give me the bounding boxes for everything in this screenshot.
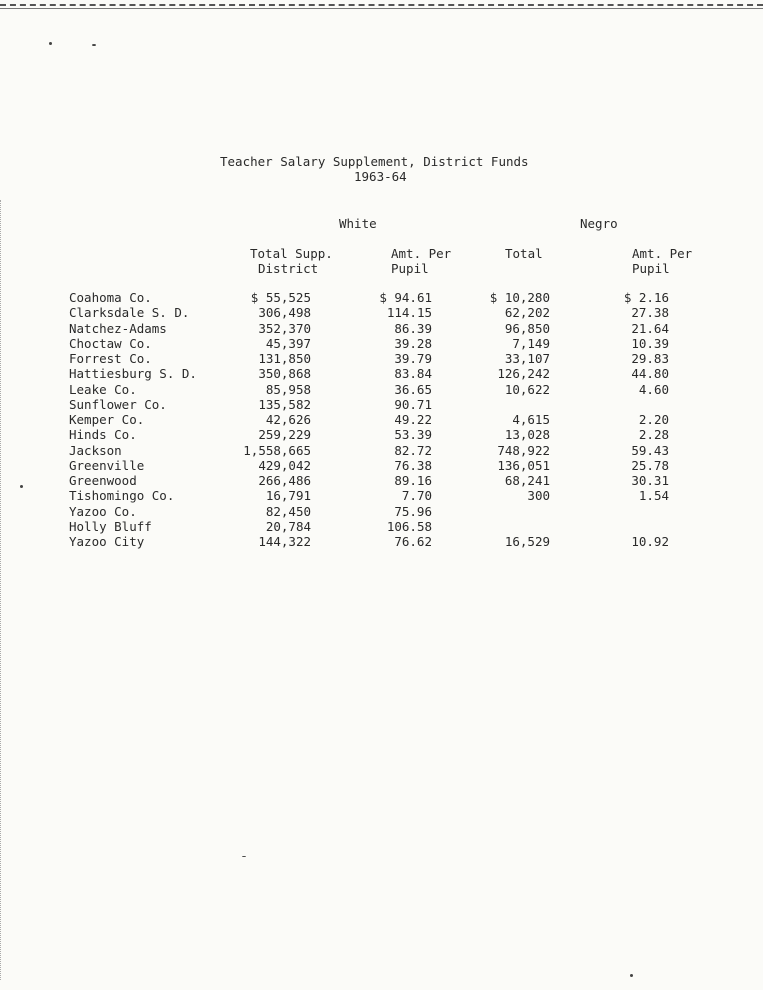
negro-amount-per-pupil: 21.64: [631, 320, 669, 336]
negro-total: 10,622: [504, 381, 550, 397]
white-amount-per-pupil: 86.39: [394, 320, 432, 336]
table-row: [0, 443, 763, 458]
col-header-negro-per-pupil: [632, 246, 692, 276]
negro-amount-per-pupil: 25.78: [631, 457, 669, 473]
speck: [630, 974, 633, 977]
negro-amount-per-pupil: 4.60: [638, 381, 669, 397]
col-header-negro-per-pupil-line2: Pupil: [632, 261, 670, 276]
title-line-1: Teacher Salary Supplement, District Funds: [220, 154, 529, 169]
white-amount-per-pupil: 53.39: [394, 427, 432, 443]
table-row: [0, 366, 763, 381]
district-name: Holly Bluff: [69, 518, 152, 534]
table-row: [0, 519, 763, 534]
district-name: Forrest Co.: [69, 351, 152, 366]
page-top-rule: [0, 8, 763, 9]
district-name: Clarksdale S. D.: [69, 305, 190, 321]
white-total-supplement: 352,370: [258, 320, 311, 336]
district-name: Yazoo City: [69, 534, 145, 549]
white-amount-per-pupil: 36.65: [394, 381, 432, 397]
district-name: Choctaw Co.: [69, 335, 152, 351]
district-name: Greenville: [69, 457, 145, 473]
salary-table-body: [0, 290, 763, 549]
white-total-supplement: 42,626: [265, 412, 311, 427]
district-name: Yazoo Co.: [69, 503, 137, 519]
district-name: Leake Co.: [69, 381, 137, 397]
white-total-supplement: 266,486: [258, 473, 311, 488]
group-header-negro: Negro: [580, 216, 618, 231]
table-row: [0, 290, 763, 305]
district-name: Coahoma Co.: [69, 290, 152, 305]
negro-amount-per-pupil: 30.31: [631, 473, 669, 488]
table-row: [0, 321, 763, 336]
white-amount-per-pupil: 114.15: [386, 305, 432, 321]
col-header-white-per-pupil: [391, 246, 451, 276]
white-total-supplement: 20,784: [265, 518, 311, 534]
negro-amount-per-pupil: 29.83: [631, 351, 669, 366]
table-row: [0, 504, 763, 519]
white-total-supplement: 144,322: [258, 534, 311, 549]
negro-amount-per-pupil: 2.20: [638, 412, 669, 427]
white-total-supplement: 135,582: [258, 396, 311, 412]
negro-amount-per-pupil: 10.39: [631, 335, 669, 351]
table-row: [0, 534, 763, 549]
negro-amount-per-pupil: 59.43: [631, 442, 669, 458]
negro-total: 68,241: [504, 473, 550, 488]
white-total-supplement: 82,450: [265, 503, 311, 519]
district-name: Natchez-Adams: [69, 320, 167, 336]
col-header-negro-total: [505, 246, 543, 261]
white-total-supplement: 85,958: [265, 381, 311, 397]
district-name: Hinds Co.: [69, 427, 137, 443]
col-header-negro-total-line1: Total: [505, 246, 543, 261]
white-amount-per-pupil: 7.70: [401, 488, 432, 504]
white-amount-per-pupil: 76.62: [394, 534, 432, 549]
col-header-negro-per-pupil-line1: Amt. Per: [632, 246, 693, 261]
page-top-edge: [0, 4, 763, 6]
white-amount-per-pupil: 82.72: [394, 442, 432, 458]
white-amount-per-pupil: 75.96: [394, 503, 432, 519]
table-row: [0, 351, 763, 366]
district-name: Hattiesburg S. D.: [69, 366, 197, 382]
white-amount-per-pupil: 90.71: [394, 396, 432, 412]
district-name: Greenwood: [69, 473, 137, 488]
table-row: [0, 427, 763, 442]
white-total-supplement: 429,042: [258, 457, 311, 473]
table-row: [0, 336, 763, 351]
col-header-white-total-line1: Total Supp.: [250, 246, 333, 261]
white-amount-per-pupil: 49.22: [394, 412, 432, 427]
white-total-supplement: 306,498: [258, 305, 311, 321]
negro-total: 13,028: [504, 427, 550, 443]
white-total-supplement: 350,868: [258, 366, 311, 382]
negro-total: $ 10,280: [489, 290, 550, 305]
negro-total: 96,850: [504, 320, 550, 336]
col-header-white-per-pupil-line2: Pupil: [391, 261, 429, 276]
white-amount-per-pupil: $ 94.61: [379, 290, 432, 305]
table-row: [0, 458, 763, 473]
table-row: [0, 382, 763, 397]
group-header-white: White: [339, 216, 377, 231]
negro-total: 126,242: [497, 366, 550, 382]
speck: [49, 42, 52, 45]
district-name: Jackson: [69, 442, 122, 458]
table-row: [0, 397, 763, 412]
title-line-2: 1963-64: [354, 169, 407, 184]
negro-total: 748,922: [497, 442, 550, 458]
table-row: [0, 305, 763, 320]
col-header-white-total-line2: District: [258, 261, 319, 276]
speck: [242, 856, 246, 857]
white-amount-per-pupil: 76.38: [394, 457, 432, 473]
district-name: Sunflower Co.: [69, 396, 167, 412]
white-total-supplement: $ 55,525: [250, 290, 311, 305]
white-total-supplement: 16,791: [265, 488, 311, 504]
white-amount-per-pupil: 89.16: [394, 473, 432, 488]
white-total-supplement: 259,229: [258, 427, 311, 443]
district-name: Tishomingo Co.: [69, 488, 175, 504]
negro-amount-per-pupil: 44.80: [631, 366, 669, 382]
table-row: [0, 473, 763, 488]
col-header-white-per-pupil-line1: Amt. Per: [391, 246, 452, 261]
white-total-supplement: 131,850: [258, 351, 311, 366]
negro-amount-per-pupil: 1.54: [638, 488, 669, 504]
white-amount-per-pupil: 83.84: [394, 366, 432, 382]
white-total-supplement: 1,558,665: [243, 442, 311, 458]
negro-total: 62,202: [504, 305, 550, 321]
negro-amount-per-pupil: 2.28: [638, 427, 669, 443]
white-total-supplement: 45,397: [265, 335, 311, 351]
negro-amount-per-pupil: $ 2.16: [623, 290, 669, 305]
negro-total: 33,107: [504, 351, 550, 366]
district-name: Kemper Co.: [69, 412, 145, 427]
white-amount-per-pupil: 39.79: [394, 351, 432, 366]
negro-total: 4,615: [512, 412, 550, 427]
negro-amount-per-pupil: 27.38: [631, 305, 669, 321]
speck: [92, 44, 96, 46]
negro-amount-per-pupil: 10.92: [631, 534, 669, 549]
col-header-white-total: [250, 246, 333, 276]
white-amount-per-pupil: 39.28: [394, 335, 432, 351]
negro-total: 300: [527, 488, 550, 504]
negro-total: 16,529: [504, 534, 550, 549]
table-row: [0, 488, 763, 503]
negro-total: 136,051: [497, 457, 550, 473]
white-amount-per-pupil: 106.58: [386, 518, 432, 534]
negro-total: 7,149: [512, 335, 550, 351]
table-row: [0, 412, 763, 427]
